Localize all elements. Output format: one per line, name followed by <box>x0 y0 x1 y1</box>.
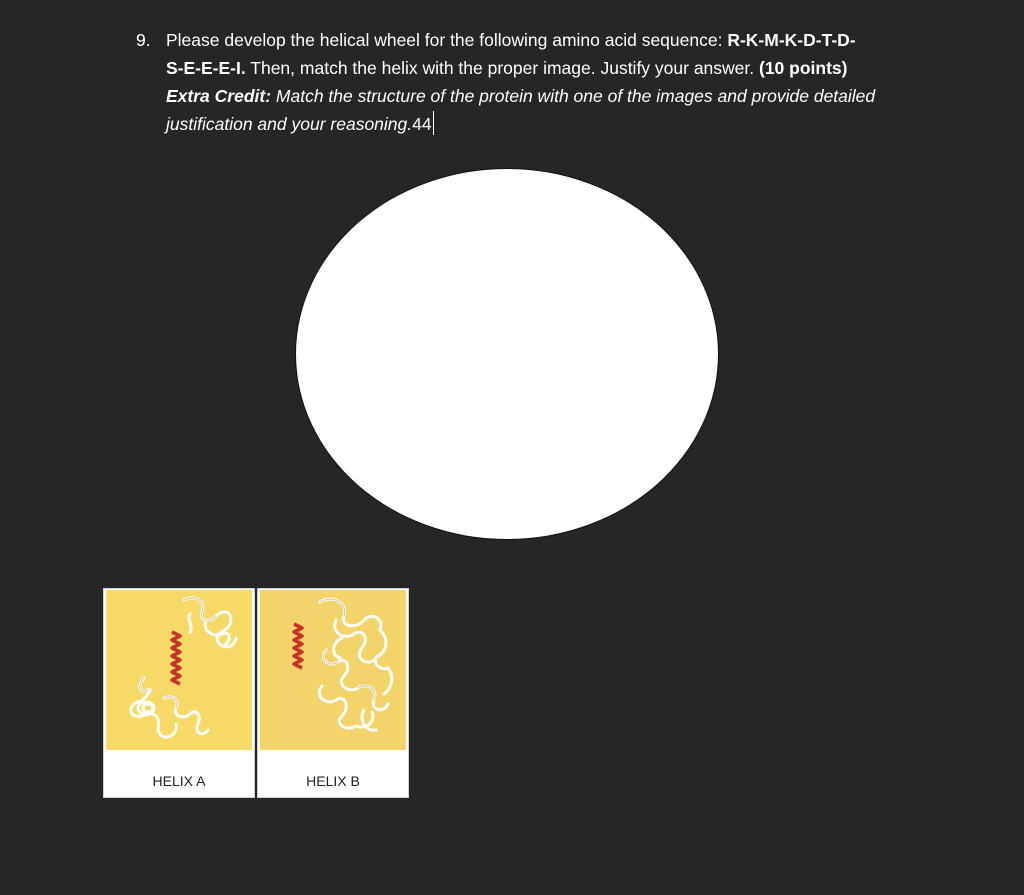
question-text <box>136 26 936 138</box>
helix-b-caption: HELIX B <box>306 773 360 789</box>
helical-wheel-circle[interactable] <box>295 168 719 540</box>
typed-answer: 44 <box>412 114 432 134</box>
extra-credit-label: Extra Credit: <box>166 86 272 106</box>
helix-b-ribbon <box>260 590 406 750</box>
text-cursor <box>433 111 434 135</box>
points-label: (10 points) <box>759 58 848 78</box>
question-line2-text: Then, match the helix with the proper image. Justify your answer. <box>245 58 759 78</box>
sequence-part2: S-E-E-E-I. <box>166 58 246 78</box>
question-body[interactable] <box>166 26 936 138</box>
helix-a-ribbon <box>106 590 252 750</box>
protein-ribbon-structure-a <box>106 590 252 750</box>
protein-ribbon-structure-b <box>260 590 406 750</box>
question-number: 9. <box>136 30 151 50</box>
helix-b-figure <box>257 588 409 798</box>
helix-a-figure <box>103 588 255 798</box>
helix-a-caption: HELIX A <box>152 773 206 789</box>
sequence-part1: R-K-M-K-D-T-D- <box>727 30 856 50</box>
question-line1-text: Please develop the helical wheel for the following amino acid sequence: <box>166 30 728 50</box>
extra-credit-text: Match the structure of the protein with one of the images and provide detailed justification and your reasoning. <box>166 86 876 134</box>
